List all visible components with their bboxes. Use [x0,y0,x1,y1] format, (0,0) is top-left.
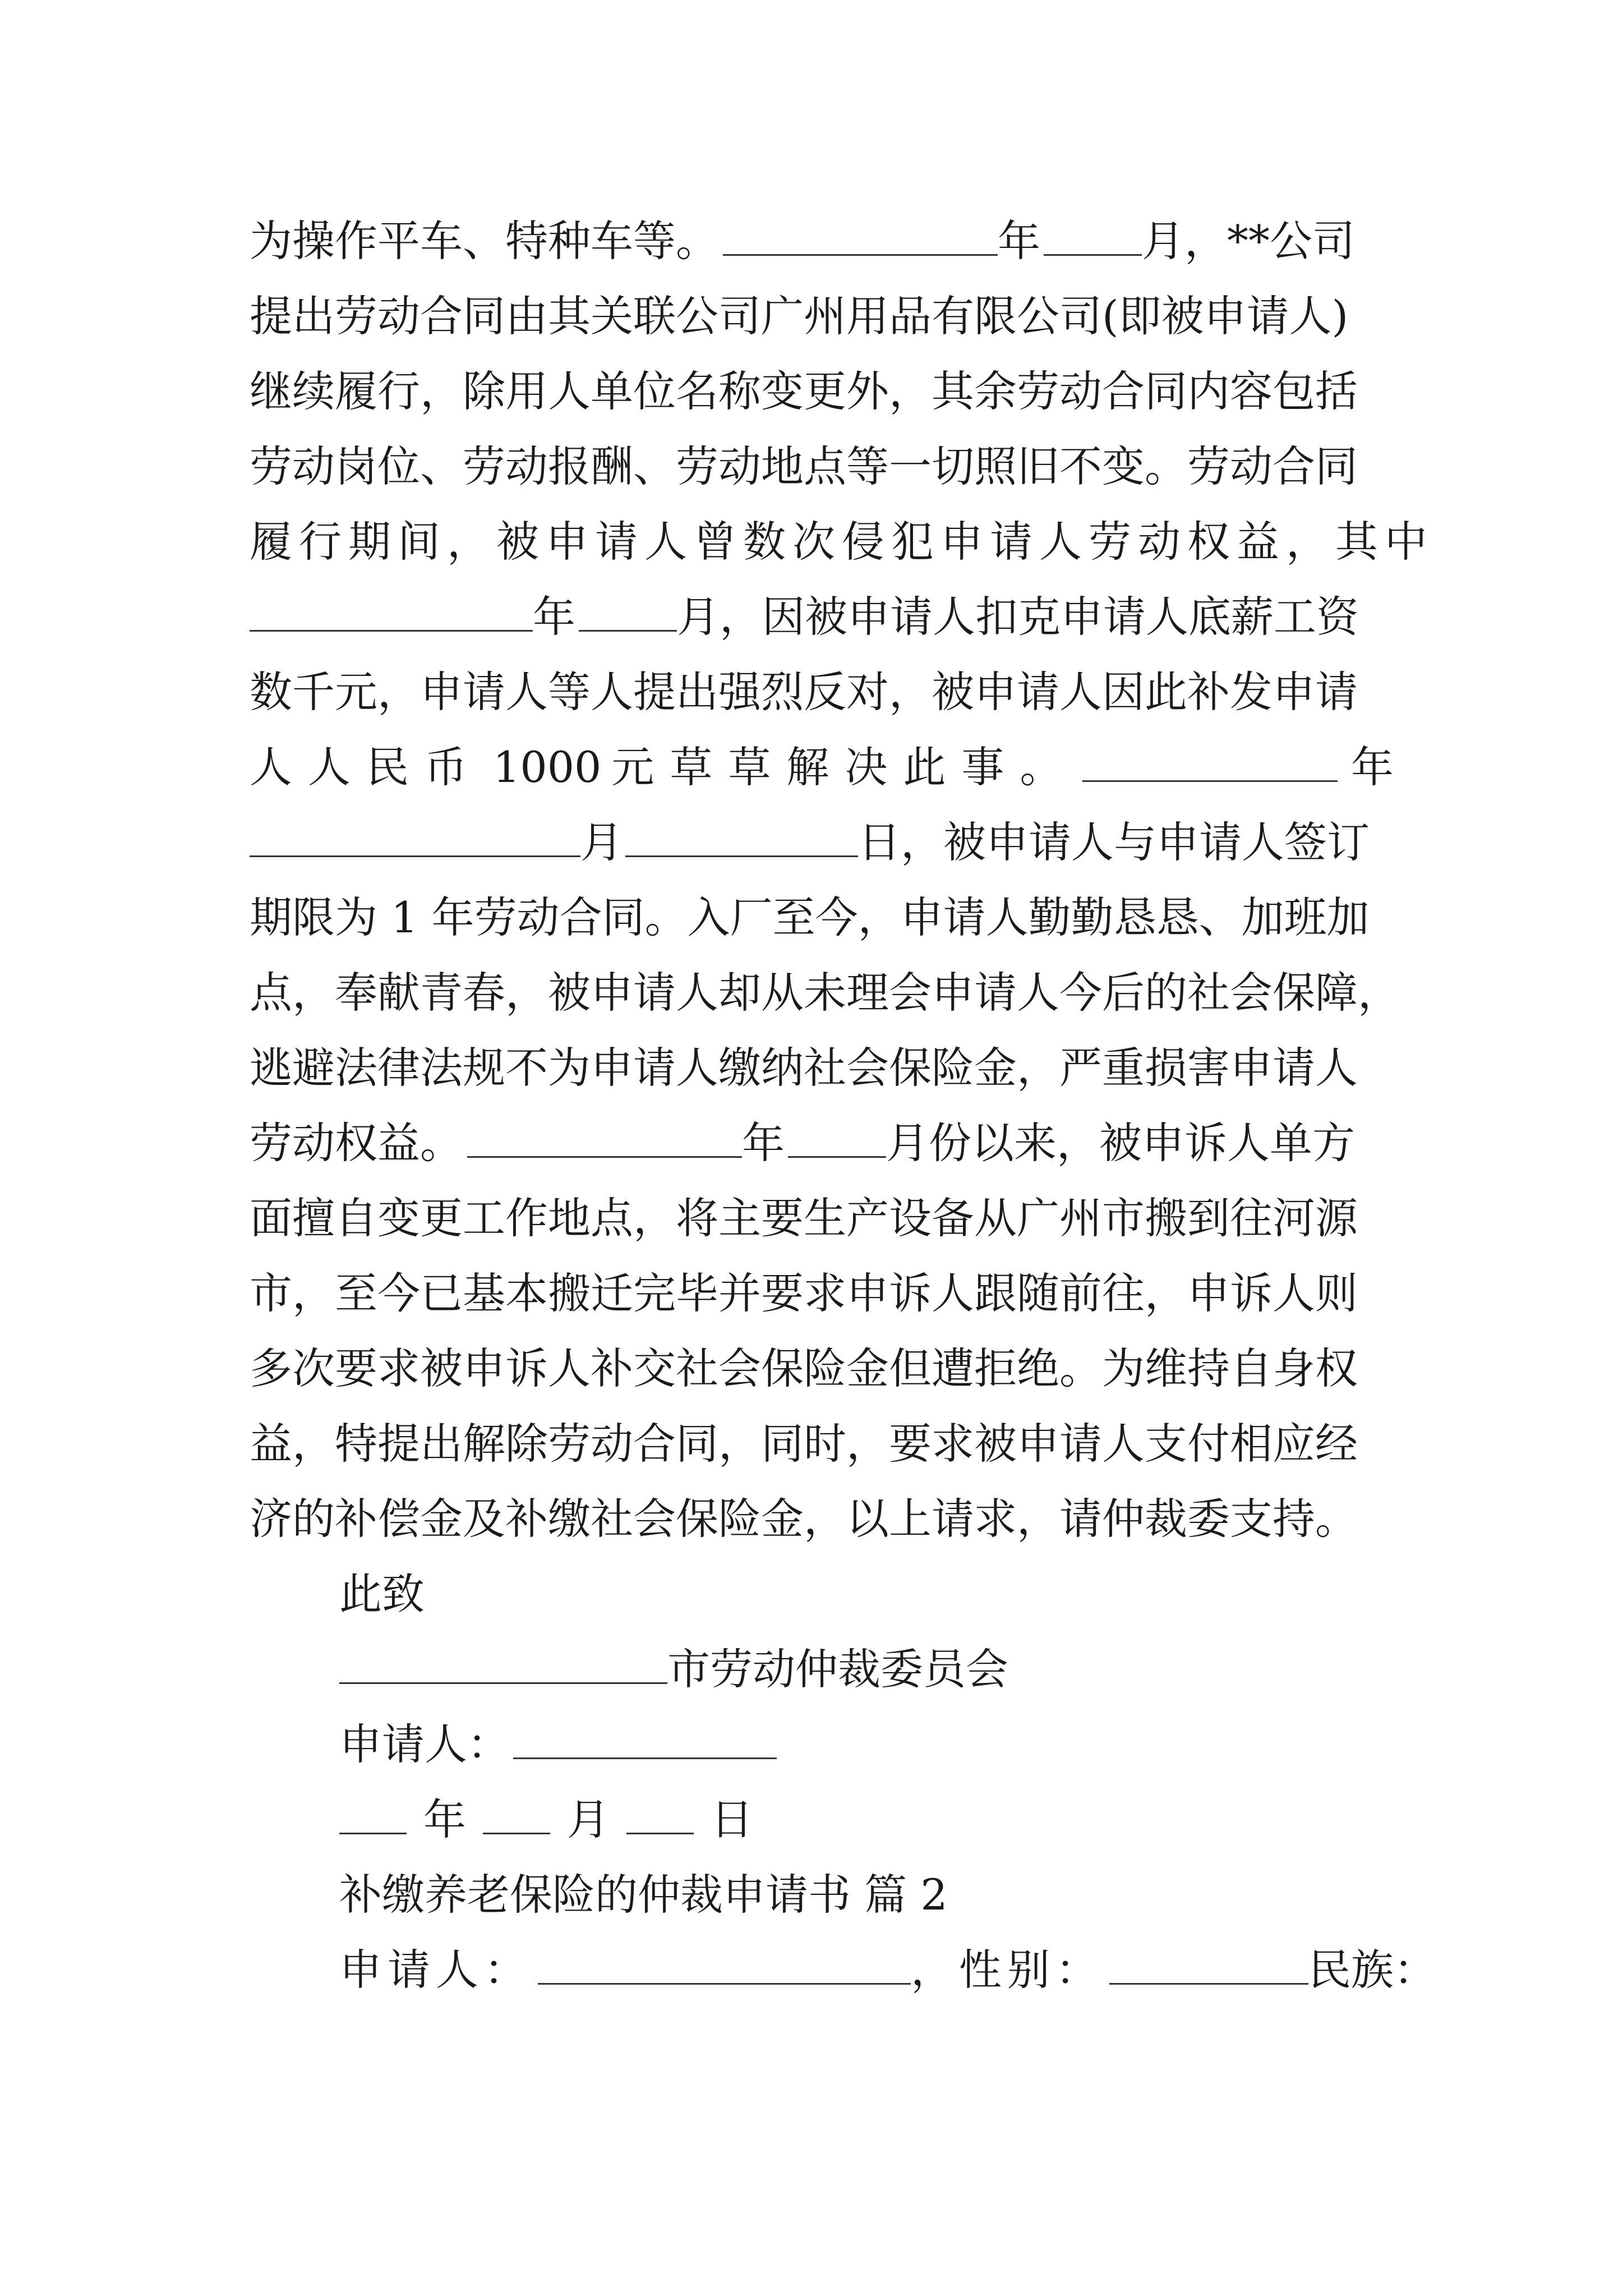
text-segment: 点，奉献青春，被申请人却从未理会申请人今后的社会保障， [250,968,1400,1018]
fill-in-blank[interactable] [467,1117,742,1158]
body-line [250,439,1394,495]
applicant-signature-line [339,1717,777,1773]
body-line [250,1190,1394,1246]
gender-label: ，性别： [911,1945,1104,1995]
body-line [250,364,1394,420]
text-segment: 月 [580,817,623,867]
day-label: 日 [711,1795,753,1844]
fill-in-blank[interactable] [579,591,677,632]
year-blank[interactable] [339,1793,407,1834]
text-segment: 劳动权益。 [250,1118,463,1168]
body-line [250,288,1394,344]
text-segment: 年 [533,592,575,642]
body-line [250,890,1394,946]
gender-blank[interactable] [1109,1944,1308,1985]
text-segment: 多次要求被申诉人补交社会保险金但遭拒绝。为维持自身权 [250,1343,1358,1393]
text-segment: 月，因被申请人扣克申请人底薪工资 [677,592,1359,642]
text-segment: 月，**公司 [1142,216,1355,266]
body-line [250,1266,1394,1322]
fill-in-blank[interactable] [625,816,858,857]
body-line [250,1040,1394,1096]
text-segment: 面擅自变更工作地点，将主要生产设备从广州市搬到往河源 [250,1193,1358,1243]
body-line [250,815,1394,871]
month-blank[interactable] [483,1793,550,1834]
text-segment: 市，至今已基本搬迁完毕并要求申诉人跟随前往，申诉人则 [250,1268,1358,1318]
body-line [250,514,1434,570]
body-line [250,213,1394,269]
date-line [339,1792,753,1848]
text-segment: 日，被申请人与申请人签订 [858,817,1370,867]
applicant-blank[interactable] [513,1718,777,1759]
recipient-text: 市劳动仲裁委员会 [667,1644,1008,1694]
city-blank[interactable] [339,1643,667,1684]
fill-in-blank[interactable] [1082,741,1338,782]
fill-in-blank[interactable] [250,591,533,632]
text-segment: 年 [998,216,1040,266]
text-segment: 提出劳动合同由其关联公司广州用品有限公司(即被申请人) [250,291,1349,341]
ethnicity-label: 民族： [1308,1945,1436,1995]
text-segment: 元草草解决此事。 [611,742,1078,792]
body-line [250,589,1394,645]
day-blank[interactable] [626,1793,694,1834]
month-label: 月 [567,1795,610,1844]
applicant-name-blank[interactable] [538,1944,911,1985]
section-title [339,1867,948,1923]
text-segment: 益，特提出解除劳动合同，同时，要求被申请人支付相应经 [250,1419,1358,1469]
text-segment: 继续履行，除用人单位名称变更外，其余劳动合同内容包括 [250,366,1358,416]
salutation [339,1566,425,1622]
text-segment: 劳动岗位、劳动报酬、劳动地点等一切照旧不变。劳动合同 [250,441,1358,491]
applicant-info-line [339,1942,1436,1998]
text-segment: 年 [742,1118,785,1168]
text-segment: 数千元，申请人等人提出强烈反对，被申请人因此补发申请 [250,667,1358,717]
text-segment: 履行期间，被申请人曾数次侵犯申请人劳动权益，其中 [250,517,1434,567]
text-segment: 逃避法律法规不为申请人缴纳社会保险金，严重损害申请人 [250,1043,1358,1093]
body-line [250,664,1394,720]
body-line [250,965,1400,1021]
text-segment: 期限为 1 年劳动合同。入厂至今，申请人勤勤恳恳、加班加 [250,892,1370,942]
text-segment: 年 [1351,742,1394,792]
text-segment: 人人民币 [250,742,483,792]
fill-in-blank[interactable] [723,215,998,256]
fill-in-blank[interactable] [788,1117,886,1158]
text-segment: 月份以来，被申诉人单方 [886,1118,1355,1168]
text-segment: 为操作平车、特种车等。 [250,216,718,266]
body-line [250,739,1394,795]
body-line [250,1115,1394,1171]
applicant-label: 申请人： [339,1945,532,1995]
text-segment: 1000 [493,742,602,792]
body-line [250,1416,1394,1472]
section-title-text: 补缴养老保险的仲裁申请书 篇 2 [339,1870,948,1920]
salutation-text: 此致 [339,1569,425,1619]
fill-in-blank[interactable] [250,816,580,857]
year-label: 年 [423,1795,466,1844]
text-segment: 济的补偿金及补缴社会保险金，以上请求，请仲裁委支持。 [250,1494,1358,1544]
body-line [250,1491,1394,1547]
fill-in-blank[interactable] [1044,215,1142,256]
applicant-label: 申请人： [339,1719,510,1769]
body-line [250,1341,1394,1397]
recipient-line [339,1641,1008,1697]
